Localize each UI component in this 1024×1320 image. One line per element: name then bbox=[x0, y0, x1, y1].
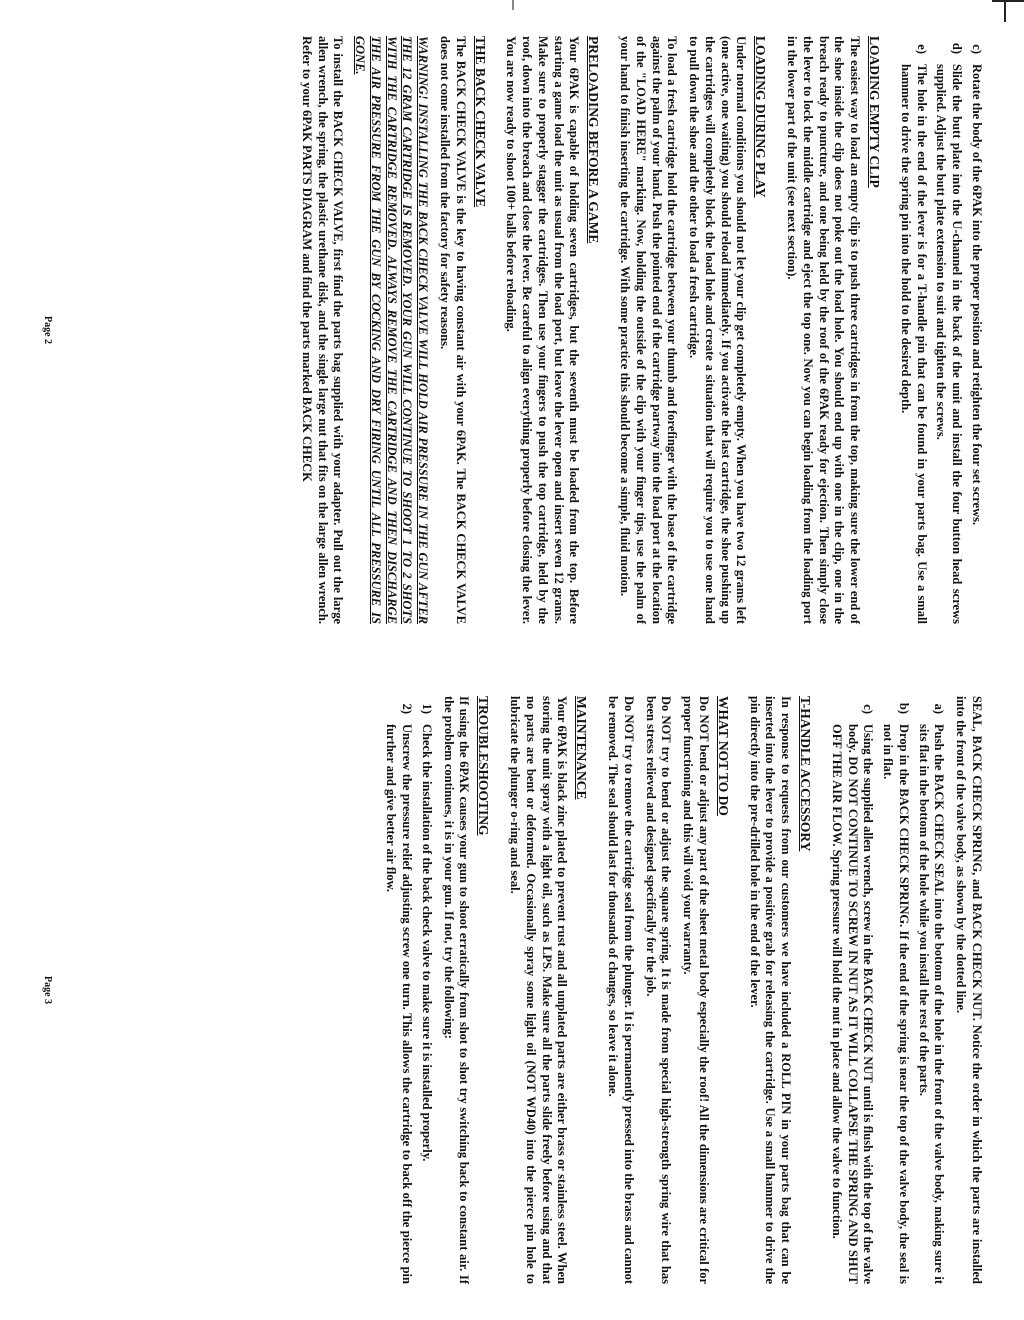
heading-back-check-valve: THE BACK CHECK VALVE bbox=[472, 36, 488, 208]
paragraph: If using the 6PAK causes your gun to shoot erratically from shot to shot try switching back to constant air. If the problem continues, it is in your gun. If not, try the following: bbox=[441, 696, 472, 1284]
paragraph: In response to requests from our customers we have included a ROLL PIN in your parts bag that can be inserted into the lever to provide a positive grab for releasing the cartridge. Use a small hammer to drive the pin directly into the pre-drilled hole in the end of the lever. bbox=[747, 696, 794, 1284]
list-item: c) Rotate the body of the 6PAK into the proper position and retighten the four set screws. bbox=[970, 44, 984, 526]
list-item: 1) Check the installation of the back check valve to make sure it is installed properly. bbox=[420, 703, 434, 1162]
warning-paragraph: WARNING! INSTALLING THE BACK CHECK VALVE WILL HOLD AIR PRESSURE IN THE GUN AFTER THE 12 GRAM CARTRIDGE IS REMOVED. YOUR GUN WILL CONTINUE TO SHOOT 1 TO 2 SHOTS WITH THE CARTRIDGE REMOVED. ALWAYS REMOVE THE CARTRIDGE AND THEN DISCHARGE THE AIR PRESSURE FROM THE GUN BY COCKING AND DRY FIRING UNTIL ALL PRESSURE IS GONE. bbox=[353, 36, 431, 624]
install-steps bbox=[828, 696, 946, 1284]
paragraph: Under normal conditions you should not let your clip get completely empty. When you have two 12 grams left (one active, one waiting) you should reload immediately. If you activate the last cartridge, the shoe pushing up the cartridges will completely block the load hole and create a situation that will require you to use one hand to pull down the shoe and the other to load a fresh cartridge. bbox=[687, 36, 749, 624]
paragraph: The easiest way to load an empty clip is to push three cartridges in from the top, making sure the lower end of the shoe inside the clip does not poke out the load hole. You should end up with one in the clip, one in the breach ready to puncture, and one being held by the roof of the 6PAK ready for ejection. Then simply close the lever to lock the middle cartridge and eject the top one. Now you can begin loading from the loading port in the lower part of the unit (see next section). bbox=[785, 36, 863, 624]
heading-t-handle: T-HANDLE ACCESSORY bbox=[798, 696, 814, 852]
paragraph: Your 6PAK is capable of holding seven cartridges, but the seventh must be loaded from the top. Before starting a game load the unit as usual from the load port, but leave the lever open and insert seven 12 grams. Make sure to properly stagger the cartridges. Then use your fingers to push the top cartridge, held by the roof, down into the breach and close the lever. Be careful to align everything properly before closing the lever. You are now ready to shoot 100+ balls before reloading. bbox=[504, 36, 582, 624]
intro-steps bbox=[897, 36, 984, 624]
paragraph: Do NOT bend or adjust any part of the sheet metal body especially the roof! All the dimensions are critical for proper functioning and this will void your warranty. bbox=[681, 696, 711, 1284]
list-item: b) Drop in the BACK CHECK SPRING. If the end of the spring is near the top of the valve body, the seal is not in flat. bbox=[881, 702, 911, 1284]
list-item: d) Slide the butt plate into the U-channel in the back of the unit and install the four button head screws supplied. Adjust the butt plate extension to suit and tighten the screws. bbox=[934, 42, 965, 624]
paragraph: The BACK CHECK VALVE is the key to having constant air with your 6PAK. The BACK CHECK VALVE does not come installed from the factory for safety reasons. bbox=[438, 36, 468, 624]
paragraph: Your 6PAK is black zinc plated to prevent rust and all unplated parts are either brass or stainless steel. When storing the unit spray with a light oil, such as LPS. Make sure all the parts slide freely before using and that no parts are bent or deformed. Occasionally spray some light oil (NOT WD40) into the pierce pin hole to lubricate the plunger o-ring and seal. bbox=[508, 696, 570, 1284]
list-item: 2) Unscrew the pressure relief adjusting screw one turn. This allows the cartridge to back off the pierce pin further and give better air flow. bbox=[384, 703, 415, 1284]
paragraph: SEAL, BACK CHECK SPRING, and BACK CHECK NUT. Notice the order in which the parts are installed into the front of the valve body, as shown by the dotted line. bbox=[954, 696, 984, 1284]
heading-troubleshooting: TROUBLESHOOTING bbox=[476, 696, 492, 836]
page-3 bbox=[0, 660, 1024, 1320]
heading-loading-during-play: LOADING DURING PLAY bbox=[753, 36, 769, 198]
paragraph: Do NOT try to remove the cartridge seal from the plunger. It is permanently pressed into the brass and cannot be removed. The seal should last for thousands of changes, so leave it alone. bbox=[606, 696, 636, 1284]
paragraph: To install the BACK CHECK VALVE, first find the parts bag supplied with your adapter. Pull out the large allen wrench, the spring, the plastic urethane disk, and the single large nut that fits on the large allen wrench. Refer to your 6PAK PARTS DIAGRAM and find the parts marked BACK CHECK bbox=[300, 36, 346, 624]
list-item: e) The hole in the end of the lever is for a T-handle pin that can be found in your parts bag. Use a small hammer to drive the spring pin into the hold to the desired depth. bbox=[899, 44, 929, 624]
heading-loading-empty-clip: LOADING EMPTY CLIP bbox=[867, 36, 883, 188]
page-number: Page 2 bbox=[41, 315, 53, 345]
list-item: a) Push the BACK CHECK SEAL into the bottom of the hole in the front of the valve body, making sure it sits flat in the bottom of the hole while you install the rest of the parts. bbox=[916, 703, 947, 1284]
page-number: Page 3 bbox=[41, 975, 53, 1005]
heading-preloading: PRELOADING BEFORE A GAME bbox=[586, 36, 602, 244]
paragraph: Do NOT try to bend or adjust the square spring. It is made from special high-strength spring wire that has been stress relieved and designed specifically for the job. bbox=[643, 696, 674, 1284]
paragraph: To load a fresh cartridge hold the cartridge between your thumb and forefinger with the base of the cartridge against the palm of your hand. Push the pointed end of the cartridge partway into the load port at the location of the "LOAD HERE" marking. Now, holding the outside of the clip with your finger tips, use the palm of your hand to finish inserting the cartridge. With some practice this should become a simple, fluid motion. bbox=[618, 36, 680, 624]
heading-maintenance: MAINTENANCE bbox=[574, 696, 590, 800]
heading-what-not-to-do: WHAT NOT TO DO bbox=[716, 696, 731, 816]
troubleshooting-steps bbox=[383, 696, 434, 1284]
list-item: c) Using the supplied allen wrench, screw in the BACK CHECK NUT until is flush with the top of the valve body. DO NOT CONTINUE TO SCREW IN NUT AS IT WILL COLLAPSE THE SPRING AND SHUT OFF THE AIR FLOW. Spring pressure will hold the nut in place and allow the valve to function. bbox=[830, 704, 876, 1284]
